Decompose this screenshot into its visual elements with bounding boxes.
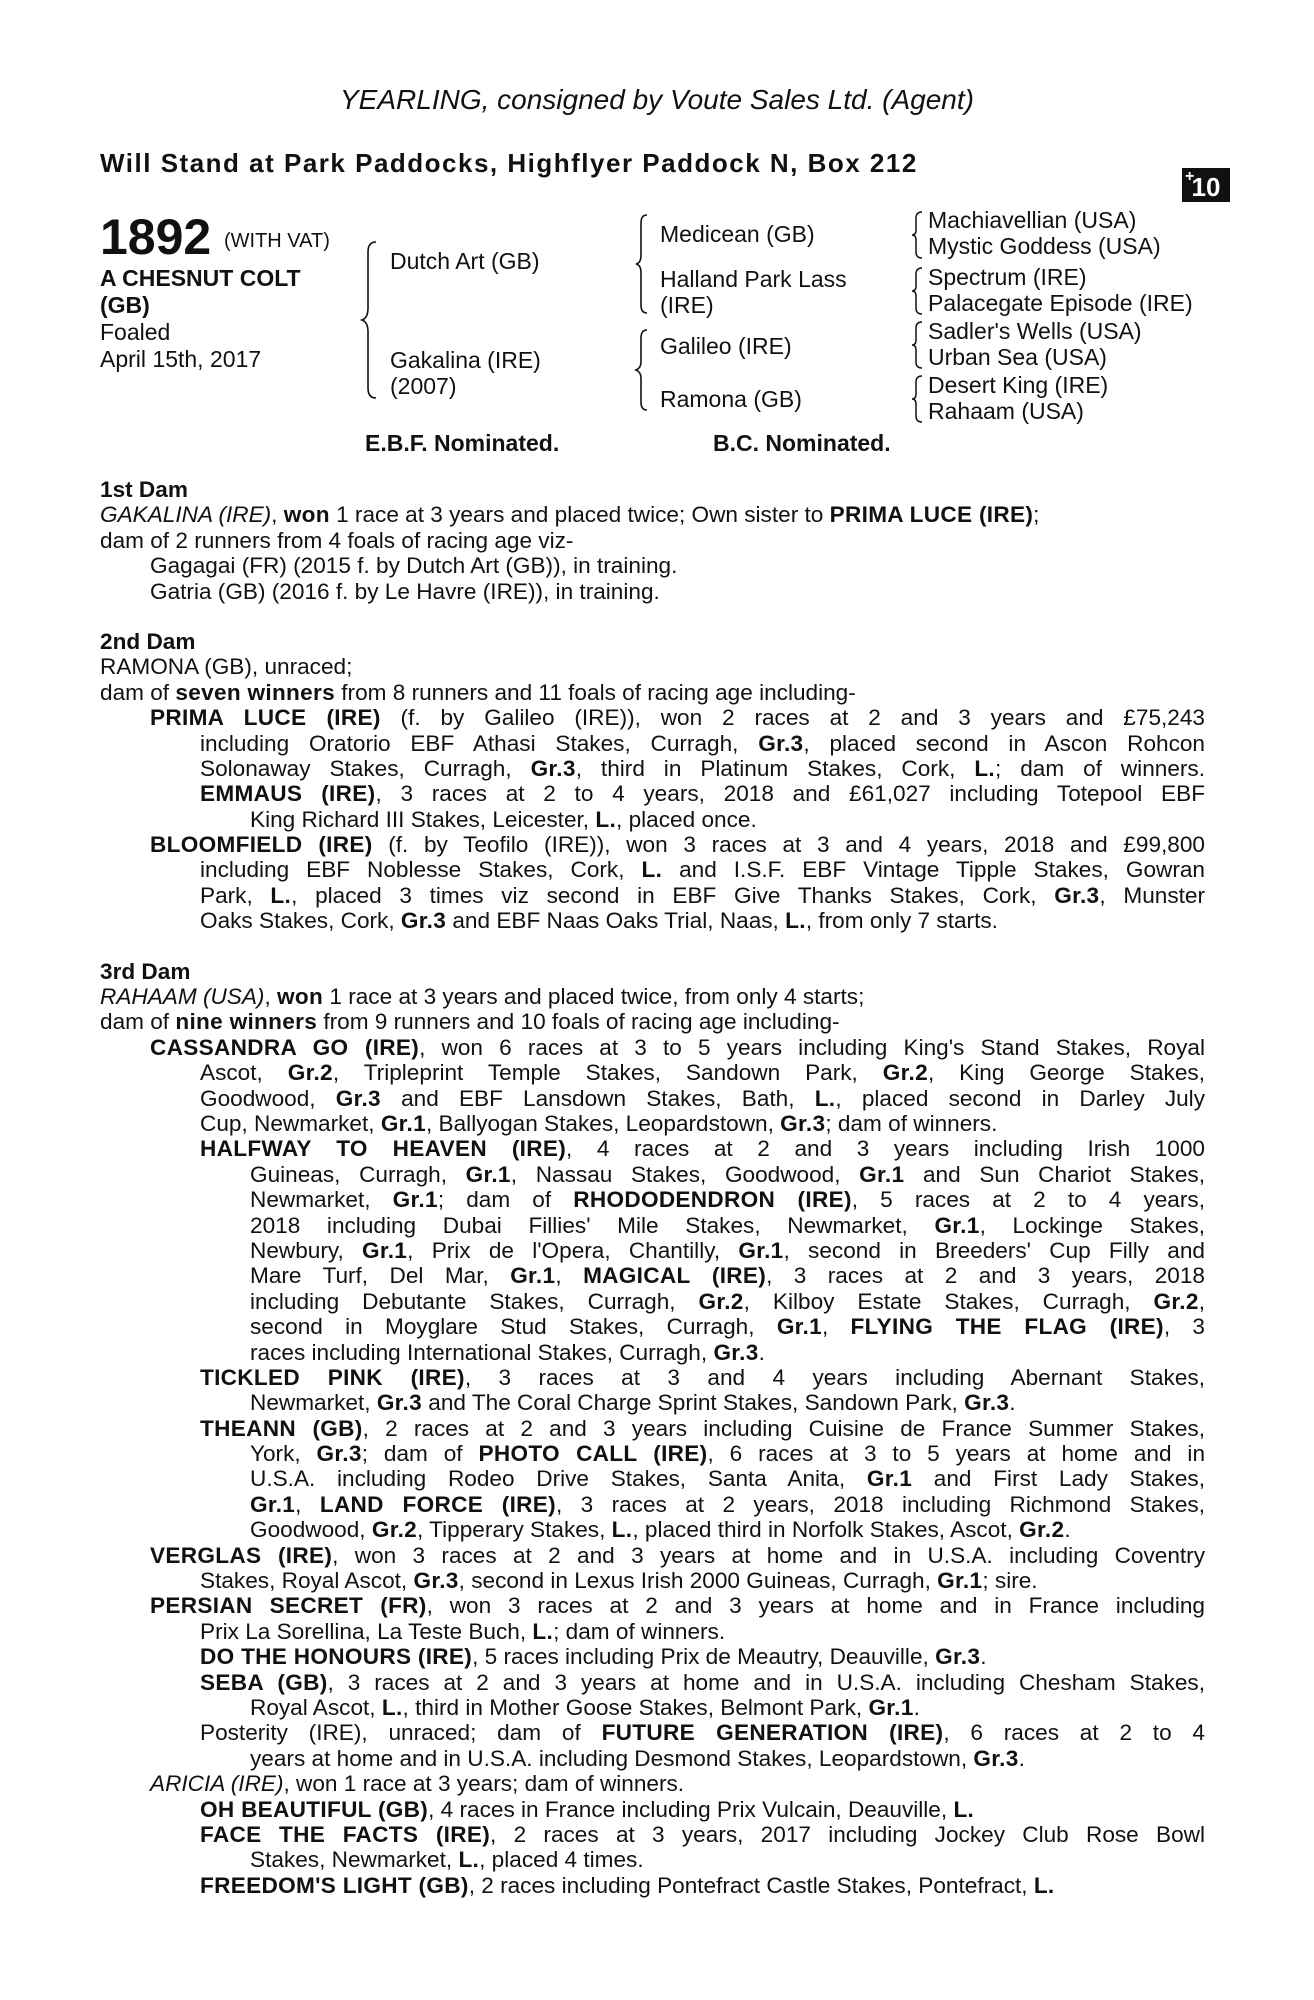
progeny-line: 2018 including Dubai Fillies' Mile Stakes, Newmarket, Gr.1, Lockinge Stakes, bbox=[250, 1212, 1205, 1238]
progeny-line: Mare Turf, Del Mar, Gr.1, MAGICAL (IRE), 3 races at 2 and 3 years, 2018 bbox=[250, 1263, 1205, 1289]
catalogue-body bbox=[100, 477, 1205, 1898]
progeny-line: OH BEAUTIFUL (GB), 4 races in France including Prix Vulcain, Deauville, L. bbox=[200, 1796, 975, 1822]
pedigree-g3: Spectrum (IRE) bbox=[928, 264, 1087, 290]
progeny-line: SEBA (GB), 3 races at 2 and 3 years at home and in U.S.A. including Chesham Stakes, bbox=[200, 1669, 1205, 1695]
progeny-line: including Oratorio EBF Athasi Stakes, Curragh, Gr.3, placed second in Ascon Rohcon bbox=[200, 730, 1205, 756]
pedigree-g5: Sadler's Wells (USA) bbox=[928, 318, 1142, 344]
progeny-line: Stakes, Royal Ascot, Gr.3, second in Lexus Irish 2000 Guineas, Curragh, Gr.1; sire. bbox=[200, 1568, 1038, 1594]
ebf-nomination: E.B.F. Nominated. bbox=[365, 430, 560, 456]
progeny-line: FACE THE FACTS (IRE), 2 races at 3 years, 2017 including Jockey Club Rose Bowl bbox=[200, 1821, 1205, 1847]
pedigree-g1: Machiavellian (USA) bbox=[928, 207, 1137, 233]
pedigree-sire-dam-origin: (IRE) bbox=[660, 292, 714, 318]
bc-nomination: B.C. Nominated. bbox=[713, 430, 891, 456]
progeny-line: PRIMA LUCE (IRE) (f. by Galileo (IRE)), won 2 races at 2 and 3 years and £75,243 bbox=[150, 705, 1205, 731]
pedigree-g7: Desert King (IRE) bbox=[928, 372, 1109, 398]
dam2-line: RAMONA (GB), unraced; bbox=[100, 654, 353, 680]
pedigree-g6: Urban Sea (USA) bbox=[928, 344, 1107, 370]
pedigree-brace-dam bbox=[634, 328, 650, 412]
foaled-date: April 15th, 2017 bbox=[100, 346, 262, 372]
pedigree-dam: Gakalina (IRE) bbox=[390, 347, 541, 373]
pedigree-brace-g56 bbox=[910, 320, 924, 370]
pedigree-sire-sire: Medicean (GB) bbox=[660, 221, 815, 247]
pedigree-dam-dam: Ramona (GB) bbox=[660, 386, 802, 412]
pedigree-g2: Mystic Goddess (USA) bbox=[928, 233, 1161, 259]
progeny-line: Prix La Sorellina, La Teste Buch, L.; dam of winners. bbox=[200, 1618, 726, 1644]
progeny-line: Goodwood, Gr.2, Tipperary Stakes, L., placed third in Norfolk Stakes, Ascot, Gr.2. bbox=[250, 1517, 1071, 1543]
stand-location: Will Stand at Park Paddocks, Highflyer Paddock N, Box 212 bbox=[100, 148, 918, 178]
progeny-line: Park, L., placed 3 times viz second in EBF Give Thanks Stakes, Cork, Gr.3, Munster bbox=[200, 882, 1205, 908]
pedigree-g4: Palacegate Episode (IRE) bbox=[928, 290, 1193, 316]
dam3-line: RAHAAM (USA), won 1 race at 3 years and placed twice, from only 4 starts; bbox=[100, 984, 865, 1010]
stall-badge bbox=[1182, 168, 1230, 202]
progeny-line: U.S.A. including Rodeo Drive Stakes, Santa Anita, Gr.1 and First Lady Stakes, bbox=[250, 1466, 1205, 1492]
dam1-heading: 1st Dam bbox=[100, 477, 188, 502]
progeny-line: Posterity (IRE), unraced; dam of FUTURE GENERATION (IRE), 6 races at 2 to 4 bbox=[200, 1720, 1205, 1746]
progeny-line: DO THE HONOURS (IRE), 5 races including Prix de Meautry, Deauville, Gr.3. bbox=[200, 1644, 987, 1670]
progeny-line: including Debutante Stakes, Curragh, Gr.2, Kilboy Estate Stakes, Curragh, Gr.2, bbox=[250, 1288, 1205, 1314]
progeny-line: Stakes, Newmarket, L., placed 4 times. bbox=[250, 1847, 644, 1873]
pedigree-sire-dam: Halland Park Lass bbox=[660, 266, 847, 292]
progeny-line: FREEDOM'S LIGHT (GB), 2 races including Pontefract Castle Stakes, Pontefract, L. bbox=[200, 1872, 1055, 1898]
progeny-line: VERGLAS (IRE), won 3 races at 2 and 3 years at home and in U.S.A. including Coventry bbox=[150, 1542, 1205, 1568]
dam1-foal: Gagagai (FR) (2015 f. by Dutch Art (GB)), in training. bbox=[150, 553, 678, 579]
progeny-line: ARICIA (IRE), won 1 race at 3 years; dam of winners. bbox=[150, 1771, 685, 1797]
badge-plus-mark: + bbox=[1185, 168, 1195, 185]
progeny-line: second in Moyglare Stud Stakes, Curragh, Gr.1, FLYING THE FLAG (IRE), 3 bbox=[250, 1314, 1205, 1340]
lot-description-origin: (GB) bbox=[100, 292, 150, 318]
progeny-line: HALFWAY TO HEAVEN (IRE), 4 races at 2 and 3 years including Irish 1000 bbox=[200, 1136, 1205, 1162]
progeny-line: King Richard III Stakes, Leicester, L., placed once. bbox=[250, 806, 757, 832]
pedigree-brace-g34 bbox=[910, 266, 924, 316]
progeny-line: EMMAUS (IRE), 3 races at 2 to 4 years, 2018 and £61,027 including Totepool EBF bbox=[200, 781, 1205, 807]
dam3-heading: 3rd Dam bbox=[100, 958, 191, 984]
progeny-line: Newmarket, Gr.3 and The Coral Charge Sprint Stakes, Sandown Park, Gr.3. bbox=[250, 1390, 1016, 1416]
progeny-line: Newmarket, Gr.1; dam of RHODODENDRON (IRE), 5 races at 2 to 4 years, bbox=[250, 1187, 1205, 1213]
page-title: YEARLING, consigned by Voute Sales Ltd. (Agent) bbox=[340, 84, 974, 115]
pedigree-brace-parents bbox=[360, 240, 380, 400]
progeny-line: Gr.1, LAND FORCE (IRE), 3 races at 2 years, 2018 including Richmond Stakes, bbox=[250, 1491, 1205, 1517]
pedigree-brace-g12 bbox=[910, 210, 924, 260]
progeny-line: Royal Ascot, L., third in Mother Goose Stakes, Belmont Park, Gr.1. bbox=[250, 1694, 920, 1720]
progeny-line: including EBF Noblesse Stakes, Cork, L. and I.S.F. EBF Vintage Tipple Stakes, Gowran bbox=[200, 857, 1205, 883]
progeny-line: Goodwood, Gr.3 and EBF Lansdown Stakes, Bath, L., placed second in Darley July bbox=[200, 1085, 1205, 1111]
progeny-line: Guineas, Curragh, Gr.1, Nassau Stakes, Goodwood, Gr.1 and Sun Chariot Stakes, bbox=[250, 1161, 1205, 1187]
pedigree-g8: Rahaam (USA) bbox=[928, 398, 1084, 424]
pedigree-sire: Dutch Art (GB) bbox=[390, 248, 540, 274]
dam2-heading: 2nd Dam bbox=[100, 628, 196, 654]
pedigree-dam-year: (2007) bbox=[390, 373, 457, 399]
dam1-line: GAKALINA (IRE), won 1 race at 3 years and placed twice; Own sister to PRIMA LUCE (IRE); bbox=[100, 502, 1040, 528]
badge-number: 10 bbox=[1191, 172, 1221, 202]
dam1-line: dam of 2 runners from 4 foals of racing age viz- bbox=[100, 527, 574, 553]
progeny-line: PERSIAN SECRET (FR), won 3 races at 2 and 3 years at home and in France including bbox=[150, 1593, 1205, 1619]
progeny-line: York, Gr.3; dam of PHOTO CALL (IRE), 6 races at 3 to 5 years at home and in bbox=[250, 1441, 1205, 1467]
dam1-foal: Gatria (GB) (2016 f. by Le Havre (IRE)), in training. bbox=[150, 578, 660, 604]
progeny-line: races including International Stakes, Curragh, Gr.3. bbox=[250, 1339, 765, 1365]
lot-description: A CHESNUT COLT bbox=[100, 265, 301, 291]
foaled-label: Foaled bbox=[100, 319, 171, 345]
progeny-line: CASSANDRA GO (IRE), won 6 races at 3 to 5 years including King's Stand Stakes, Royal bbox=[150, 1034, 1205, 1060]
progeny-line: BLOOMFIELD (IRE) (f. by Teofilo (IRE)), won 3 races at 3 and 4 years, 2018 and £99,800 bbox=[150, 832, 1205, 858]
pedigree-brace-sire bbox=[634, 213, 650, 315]
progeny-line: THEANN (GB), 2 races at 2 and 3 years including Cuisine de France Summer Stakes, bbox=[200, 1415, 1205, 1441]
progeny-line: TICKLED PINK (IRE), 3 races at 3 and 4 years including Abernant Stakes, bbox=[200, 1364, 1205, 1390]
pedigree-dam-sire: Galileo (IRE) bbox=[660, 333, 792, 359]
progeny-line: Oaks Stakes, Cork, Gr.3 and EBF Naas Oaks Trial, Naas, L., from only 7 starts. bbox=[200, 908, 998, 934]
progeny-line: years at home and in U.S.A. including Desmond Stakes, Leopardstown, Gr.3. bbox=[250, 1745, 1025, 1771]
progeny-line: Solonaway Stakes, Curragh, Gr.3, third in Platinum Stakes, Cork, L.; dam of winners. bbox=[200, 755, 1205, 781]
lot-number: 1892 bbox=[100, 209, 212, 265]
dam2-line: dam of seven winners from 8 runners and 11 foals of racing age including- bbox=[100, 679, 856, 705]
dam3-line: dam of nine winners from 9 runners and 10 foals of racing age including- bbox=[100, 1009, 840, 1035]
progeny-line: Ascot, Gr.2, Tripleprint Temple Stakes, Sandown Park, Gr.2, King George Stakes, bbox=[200, 1060, 1205, 1086]
vat-label: (WITH VAT) bbox=[224, 230, 330, 252]
progeny-line: Cup, Newmarket, Gr.1, Ballyogan Stakes, Leopardstown, Gr.3; dam of winners. bbox=[200, 1110, 998, 1136]
pedigree-brace-g78 bbox=[910, 374, 924, 424]
progeny-line: Newbury, Gr.1, Prix de l'Opera, Chantilly, Gr.1, second in Breeders' Cup Filly and bbox=[250, 1237, 1205, 1263]
